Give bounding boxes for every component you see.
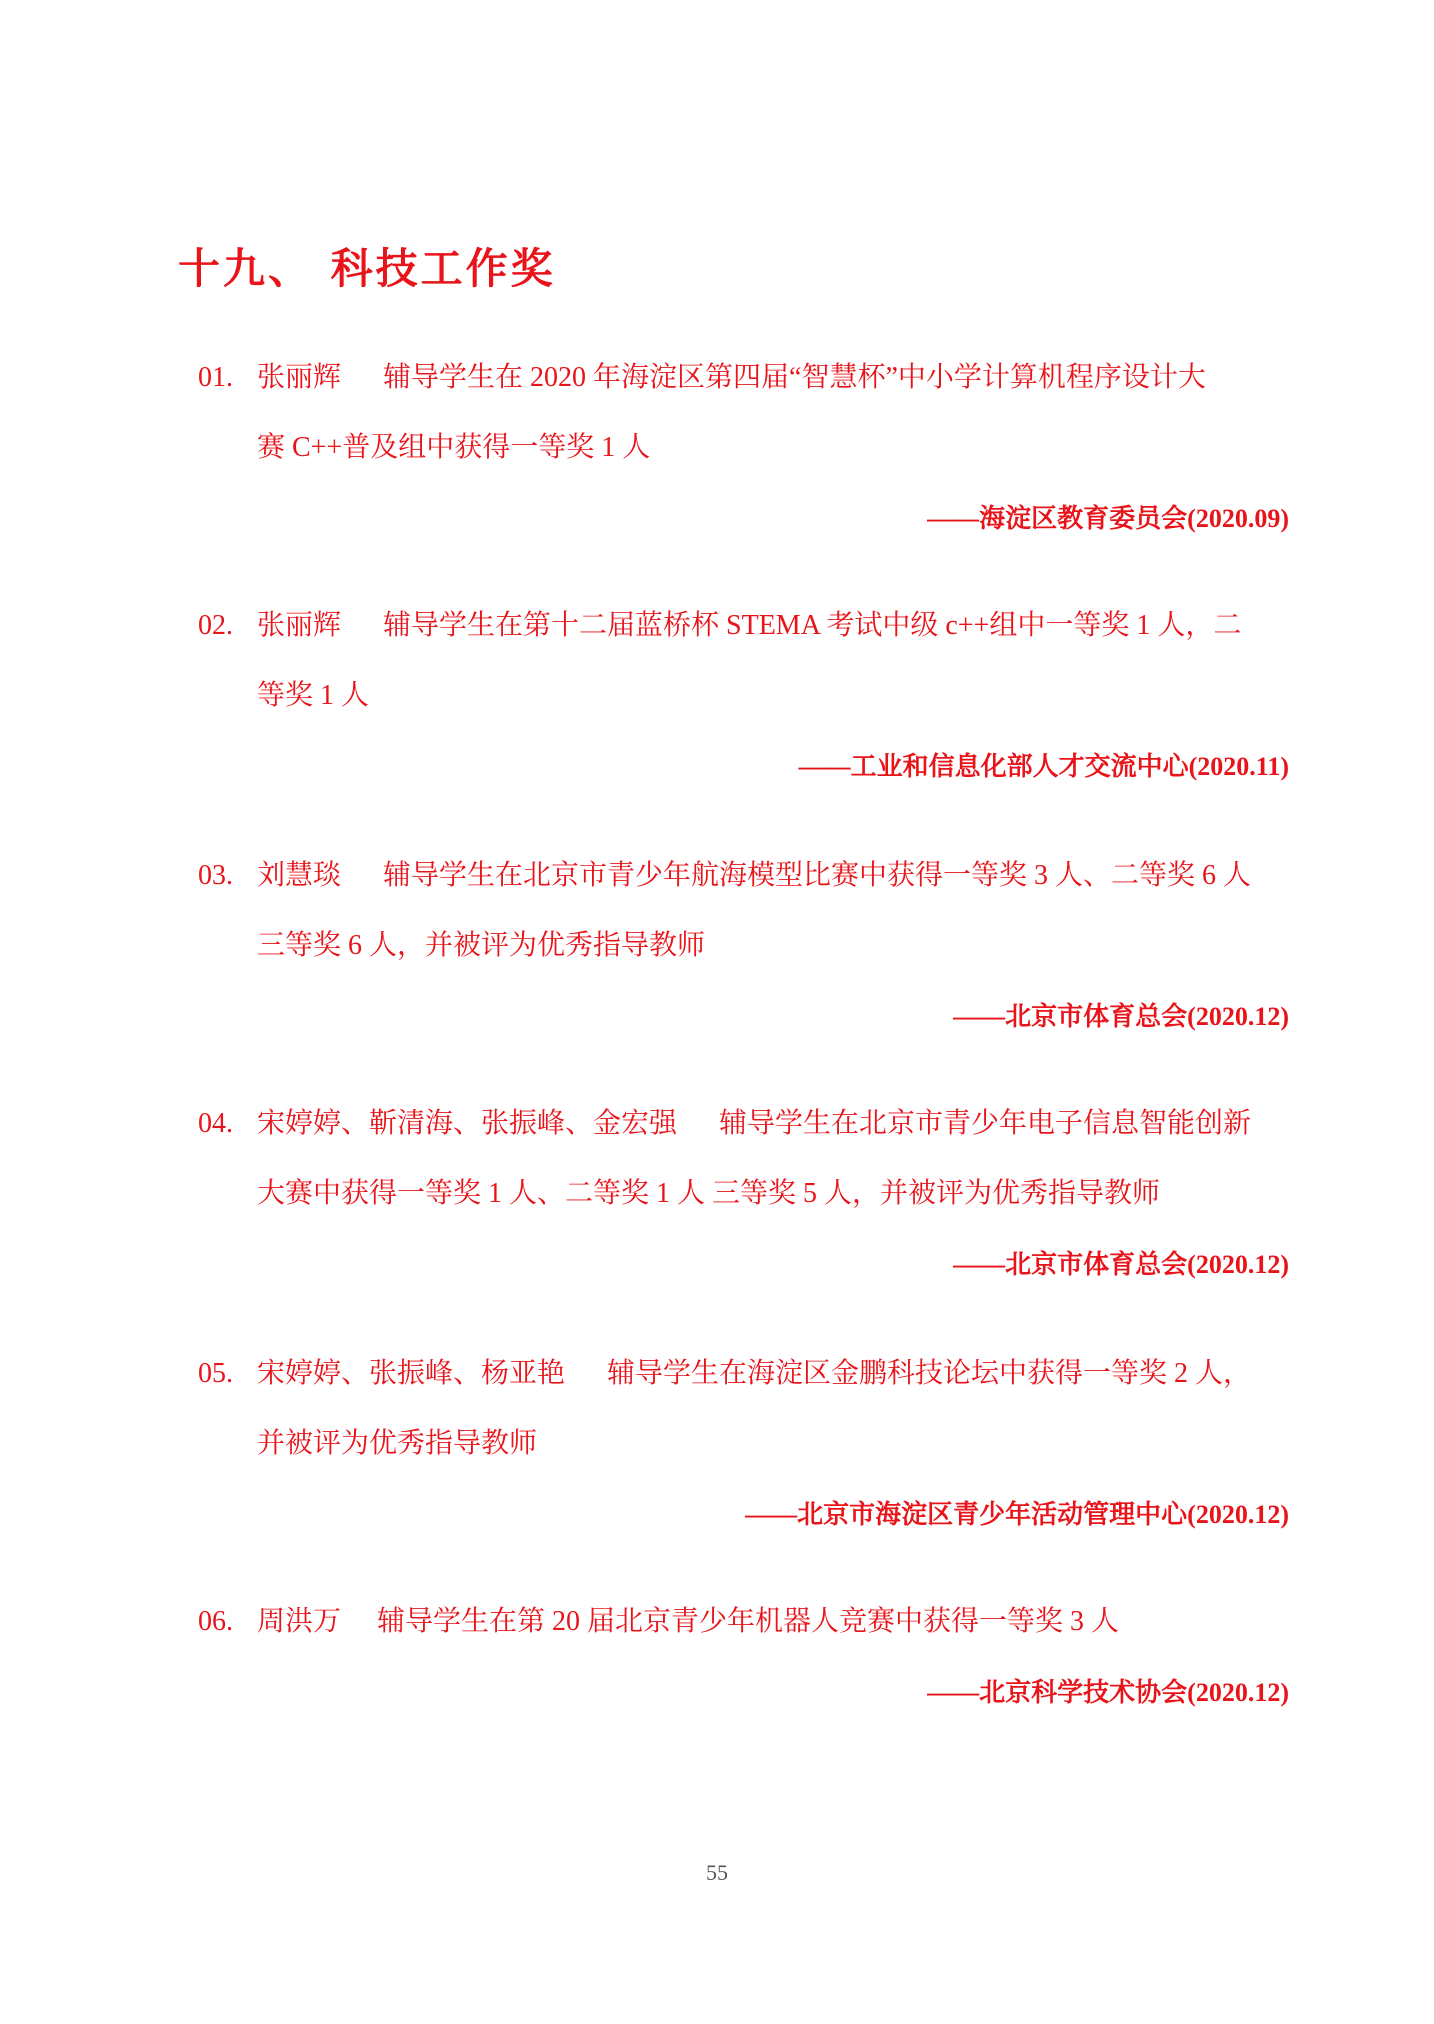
entry-description: 辅导学生在第十二届蓝桥杯 STEMA 考试中级 c++组中一等奖 1 人，二 [383, 610, 1242, 641]
entry-description: 辅导学生在 2020 年海淀区第四届“智慧杯”中小学计算机程序设计大 [383, 362, 1206, 393]
entry-source: ——北京科学技术协会(2020.12) [927, 1678, 1289, 1707]
entry-description: 辅导学生在北京市青少年电子信息智能创新 [719, 1108, 1252, 1139]
entry-names: 刘慧琰 [257, 860, 342, 891]
page-number: 55 [706, 1860, 728, 1885]
entry-source: ——海淀区教育委员会(2020.09) [927, 504, 1289, 533]
entry-line-1 [198, 1106, 1251, 1142]
entry-description: 辅导学生在第 20 届北京青少年机器人竞赛中获得一等奖 3 人 [377, 1606, 1120, 1637]
entry-description: 辅导学生在北京市青少年航海模型比赛中获得一等奖 3 人、二等奖 6 人 [383, 860, 1252, 891]
entry-number: 01. [198, 362, 233, 393]
entry-names: 宋婷婷、张振峰、杨亚艳 [257, 1358, 566, 1389]
entry-number: 06. [198, 1606, 233, 1637]
section-title: 十九、 科技工作奖 [178, 244, 556, 293]
entry-description: 辅导学生在海淀区金鹏科技论坛中获得一等奖 2 人， [607, 1358, 1252, 1389]
entry-number: 05. [198, 1358, 233, 1389]
entry-names: 张丽辉 [257, 362, 342, 393]
entry-line-1 [198, 360, 1206, 396]
entry-line-1 [198, 608, 1241, 644]
entry-number: 03. [198, 860, 233, 891]
entry-source: ——北京市海淀区青少年活动管理中心(2020.12) [745, 1500, 1289, 1529]
entry-line-1 [198, 1604, 1119, 1640]
entry-description-continued: 三等奖 6 人，并被评为优秀指导教师 [257, 930, 706, 961]
entry-number: 02. [198, 610, 233, 641]
entry-names: 宋婷婷、靳清海、张振峰、金宏强 [257, 1108, 678, 1139]
entry-names: 张丽辉 [257, 610, 342, 641]
entry-names: 周洪万 [257, 1606, 342, 1637]
entry-source: ——北京市体育总会(2020.12) [953, 1002, 1289, 1031]
entry-line-1 [198, 858, 1251, 894]
entry-description-continued: 大赛中获得一等奖 1 人、二等奖 1 人 三等奖 5 人，并被评为优秀指导教师 [257, 1178, 1161, 1209]
entry-description-continued: 并被评为优秀指导教师 [257, 1428, 538, 1459]
entry-source: ——北京市体育总会(2020.12) [953, 1250, 1289, 1279]
entry-number: 04. [198, 1108, 233, 1139]
entry-source: ——工业和信息化部人才交流中心(2020.11) [798, 752, 1289, 781]
entry-description-continued: 赛 C++普及组中获得一等奖 1 人 [257, 432, 651, 463]
entry-description-continued: 等奖 1 人 [257, 680, 370, 711]
entry-line-1 [198, 1356, 1251, 1392]
